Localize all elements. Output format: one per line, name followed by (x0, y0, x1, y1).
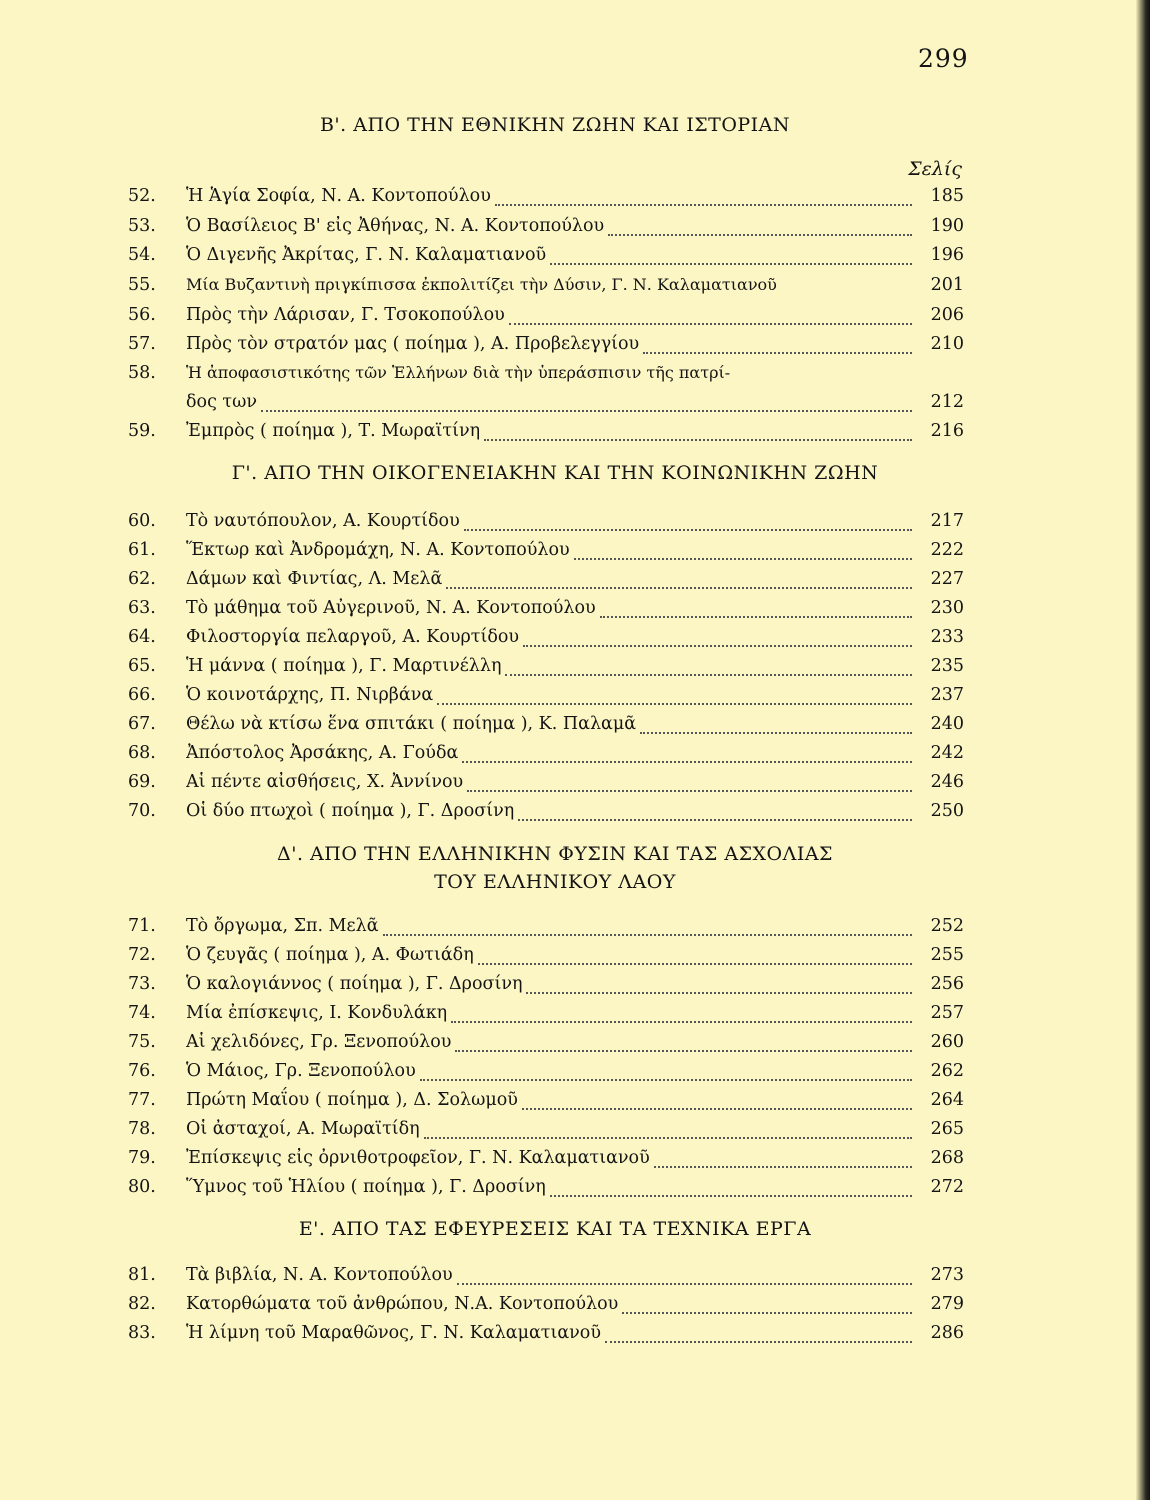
toc-entry[interactable] (128, 1029, 964, 1055)
toc-entry[interactable] (128, 360, 964, 386)
section-heading-e: Ε'. ΑΠΟ ΤΑΣ ΕΦΕΥΡΕΣΕΙΣ ΚΑΙ ΤΑ ΤΕΧΝΙΚΑ ΕΡΓΑ (298, 1218, 812, 1240)
entry-page: 279 (930, 1294, 964, 1314)
page-number: 299 (918, 44, 969, 73)
entry-number: 83. (128, 1323, 156, 1343)
toc-entry[interactable] (128, 566, 964, 592)
entry-page: 265 (930, 1119, 964, 1139)
entry-page: 264 (930, 1090, 964, 1110)
entry-title: Πρώτη Μαΐου ( ποίημα ), Δ. Σολωμοῦ (186, 1090, 518, 1110)
entry-title: Ὁ καλογιάννος ( ποίημα ), Γ. Δροσίνη (186, 974, 523, 994)
entry-title: Αἱ πέντε αἰσθήσεις, Χ. Ἀννίνου (186, 772, 464, 792)
entry-title: Ἡ Ἁγία Σοφία, Ν. Α. Κοντοπούλου (186, 186, 491, 206)
dot-leader (550, 1181, 912, 1197)
entry-title: Αἱ χελιδόνες, Γρ. Ξενοπούλου (186, 1032, 452, 1052)
entry-title: Ἐπίσκεψις εἰς ὀρνιθοτροφεῖον, Γ. Ν. Καλαματιανοῦ (186, 1148, 650, 1168)
toc-entry[interactable] (128, 653, 964, 679)
dot-leader (464, 515, 912, 531)
dot-leader (462, 747, 912, 763)
entry-number: 63. (128, 598, 156, 618)
page-column-label: Σελίς (908, 158, 962, 180)
section-heading-b: Β'. ΑΠΟ ΤΗΝ ΕΘΝΙΚΗΝ ΖΩΗΝ ΚΑΙ ΙΣΤΟΡΙΑΝ (319, 114, 791, 136)
toc-entry[interactable] (128, 711, 964, 737)
entry-title: Τὸ μάθημα τοῦ Αὐγερινοῦ, Ν. Α. Κοντοπούλου (186, 598, 596, 618)
entry-page: 256 (930, 974, 964, 994)
entry-page: 286 (930, 1323, 964, 1343)
entry-title: Τὸ ὄργωμα, Σπ. Μελᾶ (186, 916, 379, 936)
entry-number: 52. (128, 186, 156, 206)
toc-entry[interactable] (128, 1000, 964, 1026)
entry-number: 70. (128, 801, 156, 821)
entry-number: 54. (128, 245, 156, 265)
toc-entry[interactable] (128, 595, 964, 621)
entry-number: 75. (128, 1032, 156, 1052)
entry-page: 255 (930, 945, 964, 965)
entry-title: Ὕμνος τοῦ Ἡλίου ( ποίημα ), Γ. Δροσίνη (186, 1177, 546, 1197)
entry-page: 212 (930, 392, 964, 412)
entry-number: 66. (128, 685, 156, 705)
toc-entry[interactable] (128, 1058, 964, 1084)
entry-title: Ὁ Μάιος, Γρ. Ξενοπούλου (186, 1061, 416, 1081)
entry-number: 68. (128, 743, 156, 763)
toc-entry[interactable] (128, 242, 964, 268)
entry-number: 61. (128, 540, 156, 560)
dot-leader (640, 718, 912, 734)
toc-entry[interactable] (128, 418, 964, 444)
entry-number: 59. (128, 421, 156, 441)
entry-page: 268 (930, 1148, 964, 1168)
toc-entry[interactable] (128, 331, 964, 357)
toc-entry[interactable] (128, 302, 964, 328)
entry-page: 272 (930, 1177, 964, 1197)
toc-entry[interactable] (128, 1174, 964, 1200)
entry-number: 74. (128, 1003, 156, 1023)
entry-title: Πρὸς τὸν στρατόν μας ( ποίημα ), Α. Προβελεγγίου (186, 334, 640, 354)
entry-number: 56. (128, 305, 156, 325)
entry-page: 246 (930, 772, 964, 792)
entry-title: Ἡ ἀποφασιστικότης τῶν Ἑλλήνων διὰ τὴν ὑπεράσπισιν τῆς πατρί- (186, 363, 731, 382)
entry-number: 77. (128, 1090, 156, 1110)
section-heading-c: Γ'. ΑΠΟ ΤΗΝ ΟΙΚΟΓΕΝΕΙΑΚΗΝ ΚΑΙ ΤΗΝ ΚΟΙΝΩΝΙΚΗΝ ΖΩΗΝ (231, 462, 879, 484)
toc-entry[interactable] (128, 213, 964, 239)
entry-title: Δάμων καὶ Φιντίας, Λ. Μελᾶ (186, 569, 443, 589)
dot-leader (437, 689, 912, 705)
entry-number: 58. (128, 363, 156, 383)
entry-number: 72. (128, 945, 156, 965)
entry-title: Μία ἐπίσκεψις, Ι. Κονδυλάκη (186, 1003, 448, 1023)
entry-number: 78. (128, 1119, 156, 1139)
dot-leader (600, 602, 912, 618)
entry-number: 79. (128, 1148, 156, 1168)
entry-number: 71. (128, 916, 156, 936)
entry-page: 185 (930, 186, 964, 206)
dot-leader (420, 1065, 912, 1081)
toc-entry-continuation[interactable] (128, 389, 964, 415)
dot-leader (446, 573, 912, 589)
dot-leader (478, 949, 912, 965)
entry-page: 237 (930, 685, 964, 705)
dot-leader (455, 1036, 912, 1052)
dot-leader (574, 544, 912, 560)
entry-title: Τὸ ναυτόπουλον, Α. Κουρτίδου (186, 511, 460, 531)
entry-number: 69. (128, 772, 156, 792)
dot-leader (484, 425, 912, 441)
entry-page: 262 (930, 1061, 964, 1081)
entry-title: Πρὸς τὴν Λάρισαν, Γ. Τσοκοπούλου (186, 305, 505, 325)
dot-leader (451, 1007, 912, 1023)
entry-title: Οἱ δύο πτωχοὶ ( ποίημα ), Γ. Δροσίνη (186, 801, 515, 821)
toc-entry[interactable] (128, 740, 964, 766)
dot-leader (505, 660, 912, 676)
dot-leader (467, 776, 912, 792)
entry-page: 230 (930, 598, 964, 618)
dot-leader (495, 190, 912, 206)
entry-number: 62. (128, 569, 156, 589)
entry-page: 257 (930, 1003, 964, 1023)
entry-title-continuation: δος των (186, 392, 258, 412)
entry-title: Ἕκτωρ καὶ Ἀνδρομάχη, Ν. Α. Κοντοπούλου (186, 540, 570, 560)
toc-entry[interactable] (128, 971, 964, 997)
dot-leader (383, 920, 912, 936)
entry-title: Ἡ λίμνη τοῦ Μαραθῶνος, Γ. Ν. Καλαματιανοῦ (186, 1323, 601, 1343)
entry-title: Ὁ ζευγᾶς ( ποίημα ), Α. Φωτιάδη (186, 945, 474, 965)
entry-title: Ἀπόστολος Ἀρσάκης, Α. Γούδα (186, 743, 459, 763)
dot-leader (550, 249, 912, 265)
entry-page: 217 (930, 511, 964, 531)
entry-number: 73. (128, 974, 156, 994)
dot-leader (622, 1298, 912, 1314)
entry-page: 250 (930, 801, 964, 821)
entry-page: 235 (930, 656, 964, 676)
toc-entry[interactable] (128, 508, 964, 534)
toc-entry[interactable] (128, 1087, 964, 1113)
entry-title: Τὰ βιβλία, Ν. Α. Κοντοπούλου (186, 1265, 453, 1285)
entry-title: Μία Βυζαντινὴ πριγκίπισσα ἐκπολιτίζει τὴν Δύσιν, Γ. Ν. Καλαματιανοῦ (186, 275, 777, 294)
entry-title: Ὁ Βασίλειος Β' εἰς Ἀθήνας, Ν. Α. Κοντοπούλου (186, 216, 605, 236)
dot-leader (523, 631, 912, 647)
entry-page: 233 (930, 627, 964, 647)
toc-entry[interactable] (128, 272, 964, 298)
entry-number: 55. (128, 275, 156, 295)
section-heading-d-line2: ΤΟΥ ΕΛΛΗΝΙΚΟΥ ΛΑΟΥ (434, 871, 676, 893)
dot-leader (526, 978, 912, 994)
entry-number: 80. (128, 1177, 156, 1197)
entry-page: 210 (930, 334, 964, 354)
toc-entry[interactable] (128, 1291, 964, 1317)
book-spine-shadow (1136, 0, 1150, 1500)
dot-leader (608, 220, 912, 236)
toc-entry[interactable] (128, 183, 964, 209)
entry-number: 57. (128, 334, 156, 354)
entry-page: 260 (930, 1032, 964, 1052)
entry-number: 82. (128, 1294, 156, 1314)
dot-leader (457, 1269, 912, 1285)
dot-leader (522, 1094, 912, 1110)
toc-entry[interactable] (128, 682, 964, 708)
dot-leader (654, 1152, 912, 1168)
entry-title: Ἐμπρὸς ( ποίημα ), Τ. Μωραϊτίνη (186, 421, 481, 441)
entry-title: Ὁ Διγενῆς Ἀκρίτας, Γ. Ν. Καλαματιανοῦ (186, 245, 547, 265)
entry-page: 201 (930, 275, 964, 295)
dot-leader (518, 805, 912, 821)
entry-number: 53. (128, 216, 156, 236)
entry-page: 252 (930, 916, 964, 936)
dot-leader (261, 396, 912, 412)
entry-page: 190 (930, 216, 964, 236)
entry-title: Κατορθώματα τοῦ ἀνθρώπου, Ν.Α. Κοντοπούλου (186, 1294, 619, 1314)
entry-page: 227 (930, 569, 964, 589)
section-heading-d: Δ'. ΑΠΟ ΤΗΝ ΕΛΛΗΝΙΚΗΝ ΦΥΣΙΝ ΚΑΙ ΤΑΣ ΑΣΧΟΛΙΑΣ (277, 843, 833, 865)
entry-title: Ἡ μάννα ( ποίημα ), Γ. Μαρτινέλλη (186, 656, 502, 676)
entry-number: 60. (128, 511, 156, 531)
entry-page: 206 (930, 305, 964, 325)
dot-leader (605, 1327, 912, 1343)
entry-page: 273 (930, 1265, 964, 1285)
entry-title: Ὁ κοινοτάρχης, Π. Νιρβάνα (186, 685, 434, 705)
entry-page: 242 (930, 743, 964, 763)
toc-entry[interactable] (128, 1116, 964, 1142)
entry-title: Φιλοστοργία πελαργοῦ, Α. Κουρτίδου (186, 627, 520, 647)
toc-entry[interactable] (128, 913, 964, 939)
entry-page: 196 (930, 245, 964, 265)
entry-number: 76. (128, 1061, 156, 1081)
toc-entry[interactable] (128, 1262, 964, 1288)
dot-leader (424, 1123, 912, 1139)
toc-entry[interactable] (128, 537, 964, 563)
toc-entry[interactable] (128, 942, 964, 968)
entry-number: 67. (128, 714, 156, 734)
entry-number: 65. (128, 656, 156, 676)
entry-number: 81. (128, 1265, 156, 1285)
toc-entry[interactable] (128, 1320, 964, 1346)
dot-leader (509, 309, 912, 325)
toc-entry[interactable] (128, 769, 964, 795)
toc-entry[interactable] (128, 624, 964, 650)
entry-page: 216 (930, 421, 964, 441)
toc-entry[interactable] (128, 1145, 964, 1171)
entry-page: 240 (930, 714, 964, 734)
entry-title: Θέλω νὰ κτίσω ἕνα σπιτάκι ( ποίημα ), Κ. Παλαμᾶ (186, 714, 637, 734)
entry-page: 222 (930, 540, 964, 560)
dot-leader (643, 338, 912, 354)
entry-number: 64. (128, 627, 156, 647)
entry-title: Οἱ ἀσταχοί, Α. Μωραϊτίδη (186, 1119, 420, 1139)
toc-entry[interactable] (128, 798, 964, 824)
